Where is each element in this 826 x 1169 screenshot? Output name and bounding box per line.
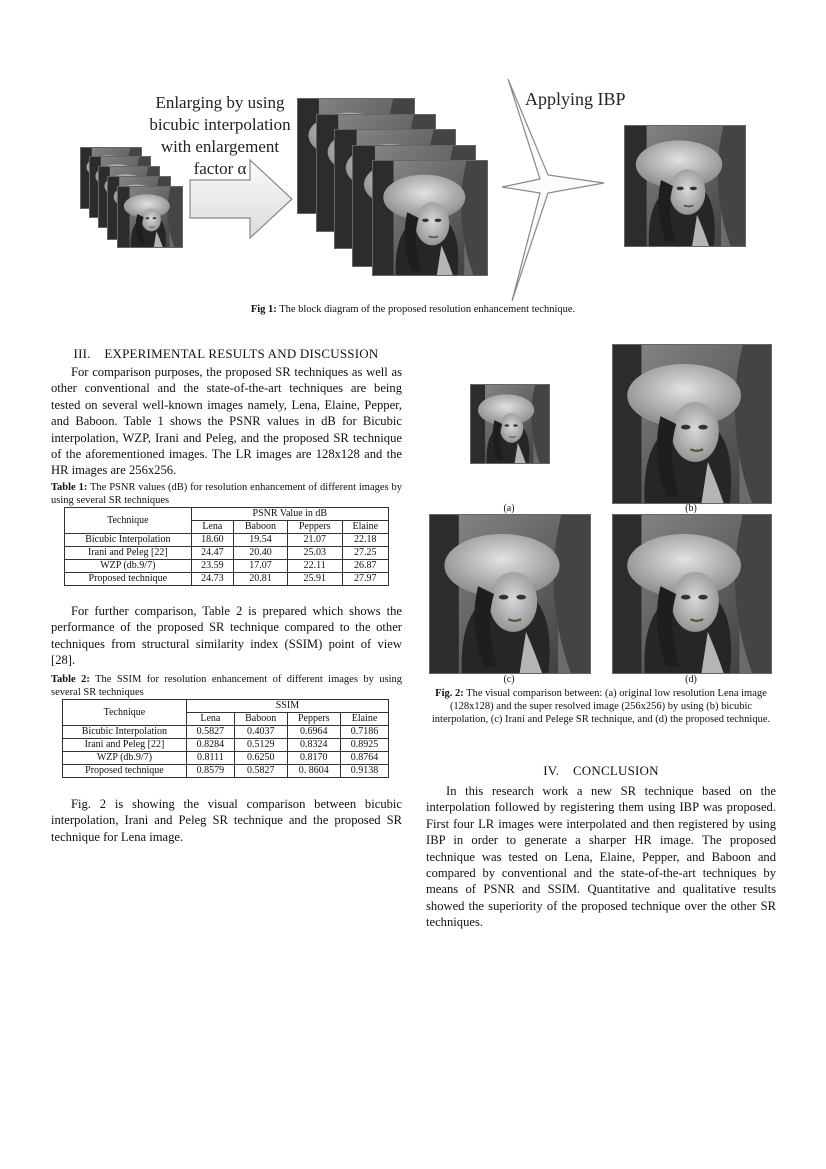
- section3-para1: For comparison purposes, the proposed SR techniques as well as other conventional and the state-of-the-art techniques are being tested on several well-known images namely, Lena, Elaine, Pepper, and Baboon. Table 1 shows the PSNR values in dB for Bicubic interpolation, WZP, Irani and Peleg, and the proposed SR technique of the aforementioned images. The LR images are 128x128 and the HR images are 256x256.: [51, 365, 402, 478]
- table-header-cell: Elaine: [342, 521, 388, 534]
- table-cell: 27.97: [342, 573, 388, 586]
- lr-image-5: [117, 186, 183, 248]
- table-header-cell: SSIM: [186, 700, 388, 713]
- table-header-cell: Peppers: [287, 713, 340, 726]
- table-cell: Irani and Peleg [22]: [65, 547, 192, 560]
- table-header-cell: Baboon: [234, 713, 287, 726]
- table1-caption: Table 1: The PSNR values (dB) for resolution enhancement of different images by using several SR techniques: [51, 482, 402, 506]
- table-cell: 24.73: [191, 573, 233, 586]
- hr-image-5: [372, 160, 488, 276]
- table-row: [63, 739, 389, 752]
- table-cell: 18.60: [191, 534, 233, 547]
- table-cell: Irani and Peleg [22]: [63, 739, 187, 752]
- table-cell: 27.25: [342, 547, 388, 560]
- table-cell: WZP (db.9/7): [63, 752, 187, 765]
- fig2-image-c: [429, 514, 591, 674]
- table-cell: Bicubic Interpolation: [65, 534, 192, 547]
- table-cell: WZP (db.9/7): [65, 560, 192, 573]
- table-cell: 23.59: [191, 560, 233, 573]
- table-row: [65, 534, 389, 547]
- table-header-cell: Baboon: [234, 521, 288, 534]
- fig2-image-b: [612, 344, 772, 504]
- table-cell: 24.47: [191, 547, 233, 560]
- table-cell: 0.5129: [234, 739, 287, 752]
- table-cell: 0.8324: [287, 739, 340, 752]
- psnr-table: [64, 507, 389, 586]
- table-header-cell: Lena: [186, 713, 234, 726]
- fig2-caption: Fig. 2: The visual comparison between: (a) original low resolution Lena image (128x128) and the super resolved image (256x256) by using (b) bicubic interpolation, (c) Irani and Pelege SR technique, and (d) the proposed technique.: [431, 688, 771, 725]
- ibp-label: Applying IBP: [525, 89, 626, 109]
- table-cell: 19.54: [234, 534, 288, 547]
- table-cell: 26.87: [342, 560, 388, 573]
- table-row: [63, 752, 389, 765]
- output-image: [624, 125, 746, 247]
- table-cell: Proposed technique: [63, 765, 187, 778]
- section4-heading: IV. CONCLUSION: [543, 763, 659, 778]
- table-header-row: [65, 508, 389, 521]
- table-cell: 25.03: [287, 547, 342, 560]
- table-cell: 0.8764: [341, 752, 389, 765]
- table-cell: 0.8111: [186, 752, 234, 765]
- table-cell: 22.11: [287, 560, 342, 573]
- fig2-sub-d: (d): [685, 674, 697, 685]
- table-cell: 0. 8604: [287, 765, 340, 778]
- table2-caption: Table 2: The SSIM for resolution enhancement of different images by using several SR techniques: [51, 674, 402, 698]
- fig1-caption: Fig 1: The block diagram of the proposed resolution enhancement technique.: [250, 304, 576, 315]
- table-cell: 25.91: [287, 573, 342, 586]
- table-header-cell: Elaine: [341, 713, 389, 726]
- table-header-cell: Technique: [65, 508, 192, 534]
- table-cell: 0.7186: [341, 726, 389, 739]
- ssim-table: [62, 699, 389, 778]
- table-cell: 0.8579: [186, 765, 234, 778]
- table-cell: 21.07: [287, 534, 342, 547]
- fig2-image-a: [470, 384, 550, 464]
- section3-para3: Fig. 2 is showing the visual comparison between bicubic interpolation, Irani and Peleg SR technique and the proposed SR technique for Lena image.: [51, 797, 402, 844]
- table-cell: 0.9138: [341, 765, 389, 778]
- fig2-sub-c: (c): [503, 674, 515, 685]
- table-cell: 0.5827: [234, 765, 287, 778]
- fig2-sub-b: (b): [685, 503, 697, 514]
- table-cell: 22.18: [342, 534, 388, 547]
- table-row: [65, 560, 389, 573]
- table-header-cell: Lena: [191, 521, 233, 534]
- table-header-cell: Technique: [63, 700, 187, 726]
- table-header-row: [63, 700, 389, 713]
- section3-heading: III. EXPERIMENTAL RESULTS AND DISCUSSION: [73, 346, 379, 361]
- table-row: [63, 765, 389, 778]
- table-cell: 0.4037: [234, 726, 287, 739]
- fig2-image-d: [612, 514, 772, 674]
- fig2-sub-a: (a): [503, 503, 515, 514]
- table-row: [63, 726, 389, 739]
- table-cell: 17.07: [234, 560, 288, 573]
- table-row: [65, 547, 389, 560]
- table-cell: 20.81: [234, 573, 288, 586]
- enlarging-label: Enlarging by using bicubic interpolation with enlargement factor α: [149, 93, 291, 178]
- table-cell: 0.8925: [341, 739, 389, 752]
- table-cell: 0.8170: [287, 752, 340, 765]
- table-row: [65, 573, 389, 586]
- table-cell: 20.40: [234, 547, 288, 560]
- section3-para2: For further comparison, Table 2 is prepared which shows the performance of the proposed SR technique compared to the other techniques from structural similarity index (SSIM) point of view [28].: [51, 604, 402, 668]
- table-cell: 0.6964: [287, 726, 340, 739]
- table-cell: Proposed technique: [65, 573, 192, 586]
- table-header-cell: Peppers: [287, 521, 342, 534]
- table-cell: 0.5827: [186, 726, 234, 739]
- section4-para: In this research work a new SR technique based on the interpolation followed by registering them using IBP was proposed. First four LR images were interpolated and then registered by using IBP in order to generate a sharper HR image. The proposed technique was tested on Lena, Elaine, Pepper, and Baboon and compared by conventional and the state-of-the-art techniques by means of PSNR and SSIM. Quantitative and qualitative results showed the superiority of the proposed technique over the other SR techniques.: [426, 784, 776, 930]
- table-header-cell: PSNR Value in dB: [191, 508, 388, 521]
- table-cell: 0.8284: [186, 739, 234, 752]
- table-cell: 0.6250: [234, 752, 287, 765]
- table-cell: Bicubic Interpolation: [63, 726, 187, 739]
